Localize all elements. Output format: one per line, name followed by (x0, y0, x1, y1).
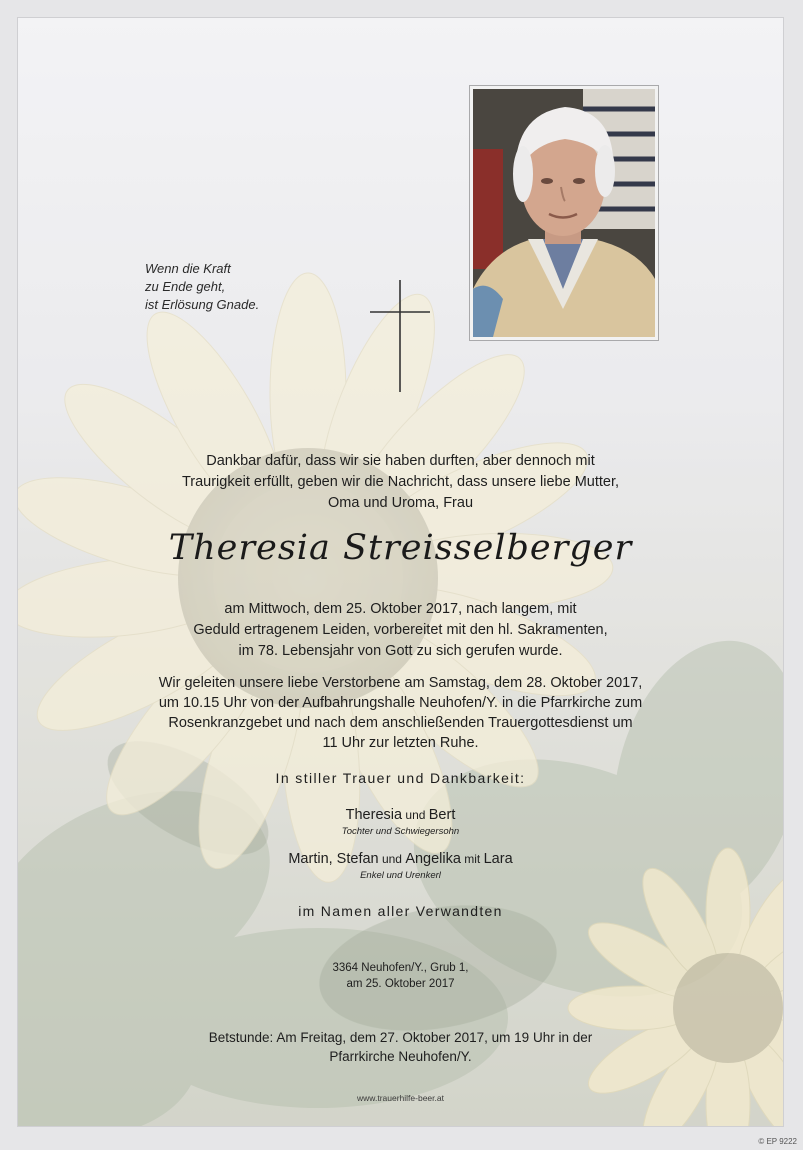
name-connector: und (378, 852, 406, 866)
relatives-line: im Namen aller Verwandten (298, 903, 503, 919)
funeral-line: um 10.15 Uhr von der Aufbahrungshalle Neuhofen/Y. in die Pfarrkirche zum (158, 695, 643, 711)
funeral-line: Wir geleiten unsere liebe Verstorbene am Samstag, dem 28. Oktober 2017, (158, 675, 643, 691)
intro-text (18, 451, 783, 514)
name-part: Angelika (405, 851, 461, 867)
funeral-line: Rosenkranzgebet und nach dem anschließenden Trauergottesdienst um (168, 715, 633, 731)
family-member-role: Tochter und Schwiegersohn (341, 826, 460, 837)
portrait-frame (469, 85, 659, 341)
website-link[interactable]: www.trauerhilfe-beer.at (357, 1093, 444, 1103)
prayer-line: Betstunde: Am Freitag, dem 27. Oktober 2017, um 19 Uhr in der (208, 1030, 593, 1045)
death-line: am Mittwoch, dem 25. Oktober 2017, nach langem, mit (224, 601, 577, 617)
name-part: Lara (483, 851, 513, 867)
funeral-notice (18, 673, 783, 753)
prayer-line: Pfarrkirche Neuhofen/Y. (329, 1049, 472, 1064)
name-part: Theresia (345, 807, 403, 823)
portrait-illustration (473, 89, 655, 337)
family-list (18, 806, 783, 894)
death-line: Geduld ertragenem Leiden, vorbereitet mit den hl. Sakramenten, (193, 622, 608, 638)
prayer-hour (18, 1028, 783, 1066)
quote-line: Wenn die Kraft (145, 261, 231, 276)
place-date (18, 960, 783, 992)
intro-line: Dankbar dafür, dass wir sie haben durften, aber dennoch mit (206, 453, 595, 469)
place-line: 3364 Neuhofen/Y., Grub 1, (332, 962, 469, 974)
print-code: © EP 9222 (758, 1137, 797, 1146)
quote-line: zu Ende geht, (145, 279, 226, 294)
name-part: Bert (428, 807, 456, 823)
family-member-name (18, 850, 783, 869)
cross-icon (368, 278, 432, 396)
intro-line: Traurigkeit erfüllt, geben wir die Nachricht, dass unsere liebe Mutter, (181, 474, 620, 490)
name-part: Martin, Stefan (288, 851, 379, 867)
name-connector: mit (460, 852, 484, 866)
deceased-name: Theresia Streisselberger (168, 528, 633, 568)
family-member-name (18, 806, 783, 825)
family-member-role: Enkel und Urenkerl (360, 870, 441, 881)
mourning-line: In stiller Trauer und Dankbarkeit: (275, 770, 526, 786)
death-line: im 78. Lebensjahr von Gott zu sich gerufen wurde. (238, 643, 563, 659)
name-connector: und (402, 808, 429, 822)
quote (145, 260, 325, 314)
death-notice (18, 599, 783, 662)
funeral-line: 11 Uhr zur letzten Ruhe. (322, 735, 479, 751)
quote-line: ist Erlösung Gnade. (145, 297, 260, 312)
parte-sheet (18, 18, 783, 1126)
portrait-photo (473, 89, 655, 337)
date-line: am 25. Oktober 2017 (346, 978, 455, 990)
intro-line: Oma und Uroma, Frau (327, 495, 474, 511)
